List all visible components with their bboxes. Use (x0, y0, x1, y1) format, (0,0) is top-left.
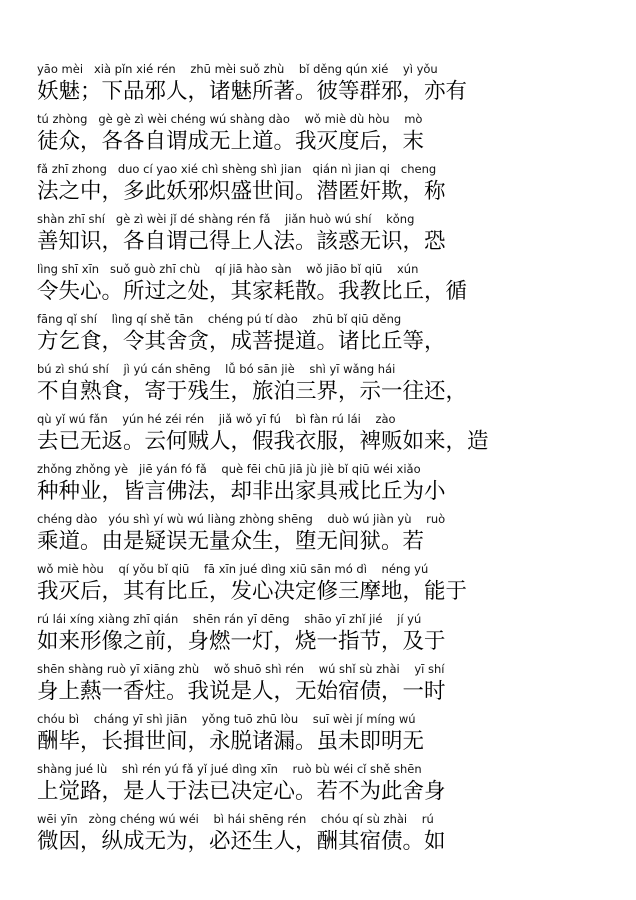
hanzi-line: 法之中，多此妖邪炽盛世间。潜匿奸欺，称 (37, 179, 446, 204)
hanzi-line: 微因，纵成无为，必还生人，酬其宿债。如 (37, 829, 446, 854)
text-line (37, 460, 602, 510)
hanzi-line: 令失心。所过之处，其家耗散。我教比丘，循 (37, 279, 468, 304)
pinyin-line: chéng dào yóu shì yí wù wú liàng zhòng shēng duò wú jiàn yù ruò (37, 512, 446, 526)
pinyin-line: fāng qǐ shí lìng qí shě tān chéng pú tí dào zhū bǐ qiū děng (37, 312, 402, 326)
text-line (37, 610, 602, 660)
text-line (37, 810, 602, 860)
pinyin-line: chóu bì cháng yī shì jiān yǒng tuō zhū lòu suī wèi jí míng wú (37, 712, 416, 726)
pinyin-line: wēi yīn zòng chéng wú wéi bì hái shēng rén chóu qí sù zhài rú (37, 812, 434, 826)
hanzi-line: 上觉路，是人于法已决定心。若不为此舍身 (37, 779, 446, 804)
pinyin-line: shēn shàng ruò yī xiāng zhù wǒ shuō shì rén wú shǐ sù zhài yī shí (37, 662, 445, 676)
text-line (37, 410, 602, 460)
text-line (37, 560, 602, 610)
hanzi-line: 乘道。由是疑误无量众生，堕无间狱。若 (37, 529, 425, 554)
hanzi-line: 妖魅；下品邪人，诸魅所著。彼等群邪，亦有 (37, 79, 468, 104)
hanzi-line: 如来形像之前，身燃一灯，烧一指节，及于 (37, 629, 446, 654)
pinyin-line: zhǒng zhǒng yè jiē yán fó fǎ què fēi chū jiā jù jiè bǐ qiū wéi xiǎo (37, 462, 421, 476)
hanzi-line: 种种业，皆言佛法，却非出家具戒比丘为小 (37, 479, 446, 504)
pinyin-line: tú zhòng gè gè zì wèi chéng wú shàng dào wǒ miè dù hòu mò (37, 112, 423, 126)
hanzi-line: 方乞食，令其舍贪，成菩提道。诸比丘等， (37, 329, 446, 354)
pinyin-line: fǎ zhī zhong duo cí yao xié chì shèng shì jian qián nì jian qi cheng (37, 162, 437, 176)
text-line (37, 510, 602, 560)
hanzi-line: 不自熟食，寄于残生，旅泊三界，示一往还， (37, 379, 468, 404)
text-line (37, 310, 602, 360)
hanzi-line: 去已无返。云何贼人，假我衣服，裨贩如来，造 (37, 429, 489, 454)
pinyin-line: yāo mèi xià pǐn xié rén zhū mèi suǒ zhù bǐ děng qún xié yì yǒu (37, 62, 438, 76)
text-line (37, 210, 602, 260)
hanzi-line: 我灭后，其有比丘，发心决定修三摩地，能于 (37, 579, 468, 604)
text-line (37, 760, 602, 810)
hanzi-line: 酬毕，长揖世间，永脱诸漏。虽未即明无 (37, 729, 425, 754)
pinyin-line: rú lái xíng xiàng zhī qián shēn rán yī dēng shāo yī zhǐ jié jí yú (37, 612, 422, 626)
hanzi-line: 善知识，各自谓己得上人法。該惑无识，恐 (37, 229, 446, 254)
pinyin-line: bú zì shú shí jì yú cán shēng lǚ bó sān jiè shì yī wǎng hái (37, 362, 396, 376)
pinyin-line: shàn zhī shí gè zì wèi jǐ dé shàng rén fǎ jiǎn huò wú shí kǒng (37, 212, 415, 226)
pinyin-line: qù yǐ wú fǎn yún hé zéi rén jiǎ wǒ yī fú bì fàn rú lái zào (37, 412, 396, 426)
text-line (37, 160, 602, 210)
pinyin-line: shàng jué lù shì rén yú fǎ yǐ jué dìng xīn ruò bù wéi cǐ shě shēn (37, 762, 422, 776)
hanzi-line: 徒众，各各自谓成无上道。我灭度后，末 (37, 129, 425, 154)
text-line (37, 710, 602, 760)
pinyin-line: wǒ miè hòu qí yǒu bǐ qiū fā xīn jué dìng xiū sān mó dì néng yú (37, 562, 429, 576)
pinyin-line: lìng shī xīn suǒ guò zhī chù qí jiā hào sàn wǒ jiāo bǐ qiū xún (37, 262, 419, 276)
hanzi-line: 身上爇一香炷。我说是人，无始宿债，一时 (37, 679, 446, 704)
text-line (37, 260, 602, 310)
text-line (37, 660, 602, 710)
text-line (37, 360, 602, 410)
text-line (37, 60, 602, 110)
text-line (37, 110, 602, 160)
